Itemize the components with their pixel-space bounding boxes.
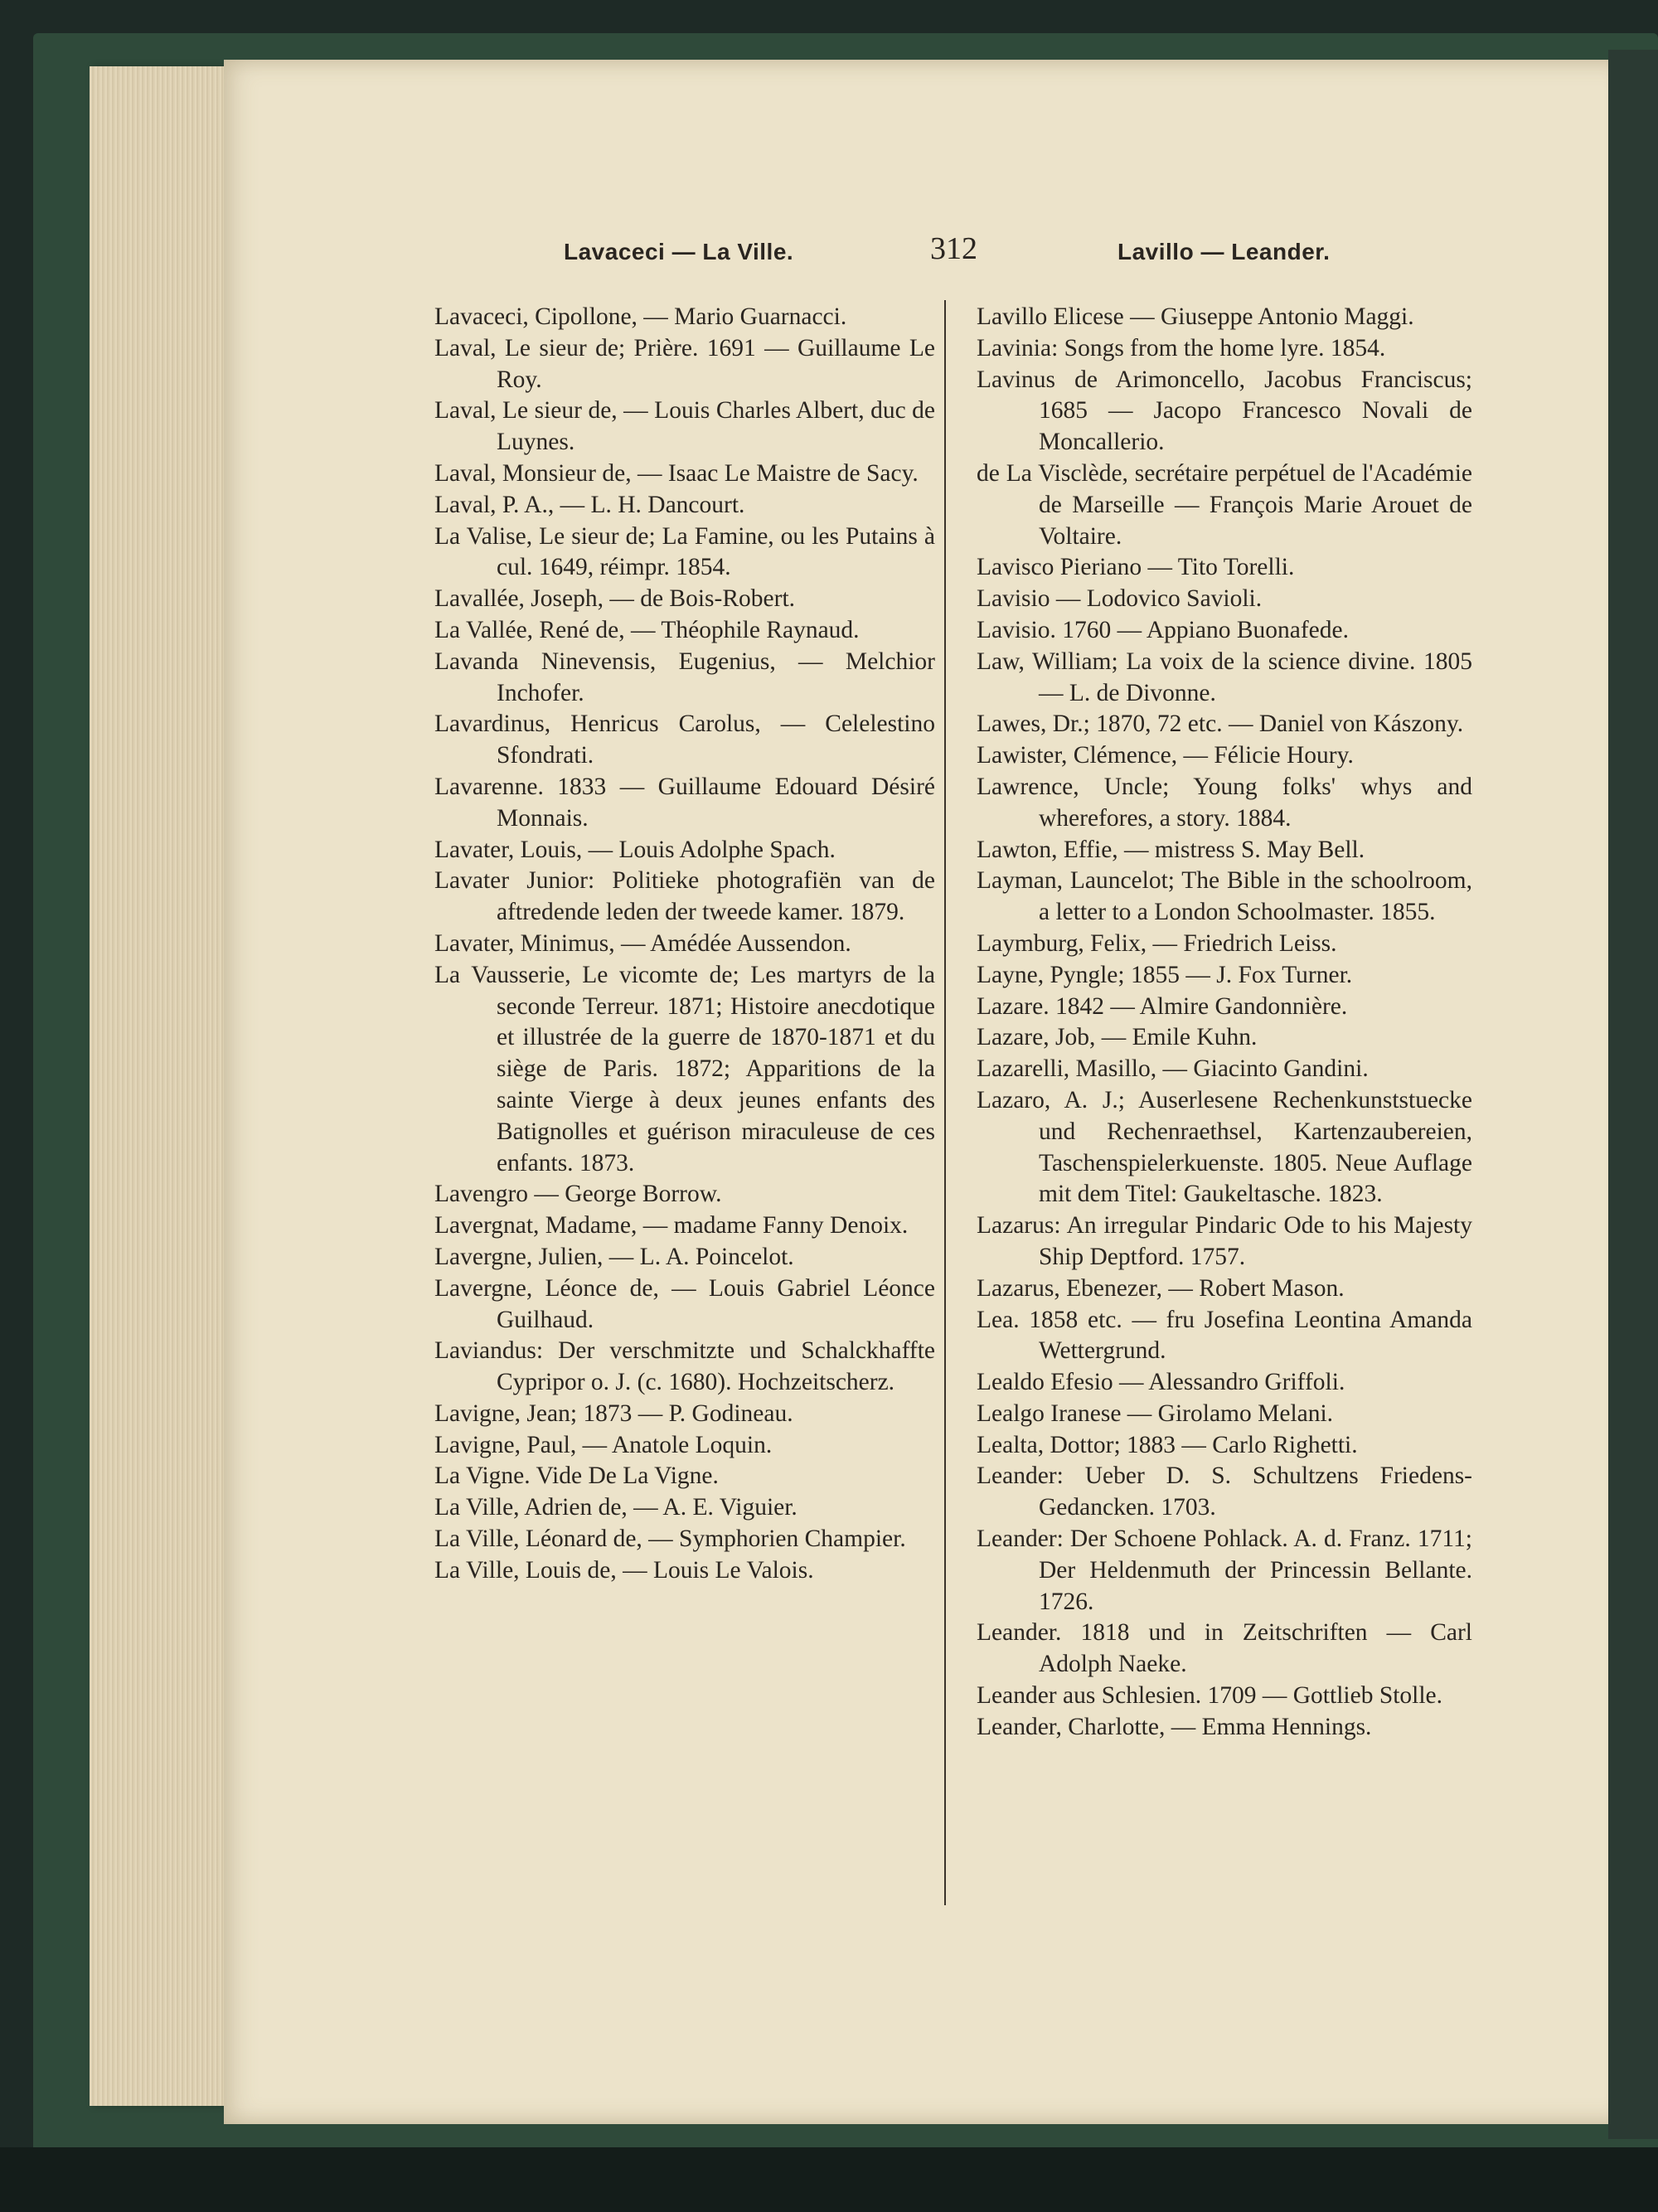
index-entry: Lazaro, A. J.; Auserlesene Rechenkunststuecke und Rechenraethsel, Kartenzaubereien, Taschenspielerkuenste. 1805. Neue Auflage mit dem Titel: Gaukeltasche. 1823. <box>977 1086 1472 1208</box>
column-divider <box>944 300 946 1905</box>
index-entry: Layne, Pyngle; 1855 — J. Fox Turner. <box>977 961 1353 988</box>
index-entry: Lavergne, Léonce de, — Louis Gabriel Léonce Guilhaud. <box>434 1274 935 1333</box>
index-entry: Lavarenne. 1833 — Guillaume Edouard Désiré Monnais. <box>434 773 935 832</box>
page-edges <box>90 66 230 2106</box>
index-entry: Lavater Junior: Politieke photografiën van de aftredende leden der tweede kamer. 1879. <box>434 867 935 926</box>
index-entry: Lavisco Pieriano — Tito Torelli. <box>977 554 1295 581</box>
index-entry: La Vigne. Vide De La Vigne. <box>434 1463 719 1490</box>
index-entry: Lavater, Minimus, — Amédée Aussendon. <box>434 929 851 957</box>
index-entry: de La Visclède, secrétaire perpétuel de l'Académie de Marseille — François Marie Arouet de Voltaire. <box>977 459 1472 550</box>
index-entry: Leander: Der Schoene Pohlack. A. d. Franz. 1711; Der Heldenmuth der Princessin Bellante. 1726. <box>977 1526 1472 1615</box>
index-entry: Lavergne, Julien, — L. A. Poincelot. <box>434 1243 794 1270</box>
index-entry: Lavater, Louis, — Louis Adolphe Spach. <box>434 836 836 863</box>
index-entry: Lavergnat, Madame, — madame Fanny Denoix. <box>434 1212 909 1239</box>
index-entry: Laviandus: Der verschmitzte und Schalckhaffte Cypripor o. J. (c. 1680). Hochzeitscherz. <box>434 1337 935 1396</box>
index-entry: La Ville, Léonard de, — Symphorien Champier. <box>434 1526 906 1553</box>
index-entry: La Vallée, René de, — Théophile Raynaud. <box>434 616 860 643</box>
index-entry: Leander, Charlotte, — Emma Hennings. <box>977 1713 1372 1740</box>
bottom-background <box>0 2147 1658 2212</box>
index-entry: Lealta, Dottor; 1883 — Carlo Righetti. <box>977 1431 1358 1458</box>
index-entry: Laval, Monsieur de, — Isaac Le Maistre de Sacy. <box>434 459 919 487</box>
index-entry: Laval, Le sieur de; Prière. 1691 — Guillaume Le Roy. <box>434 334 935 393</box>
page-number: 312 <box>930 231 977 266</box>
index-entry: Lealgo Iranese — Girolamo Melani. <box>977 1399 1334 1427</box>
index-entry: Lavardinus, Henricus Carolus, — Celelestino Sfondrati. <box>434 711 935 769</box>
index-entry: Lavisio — Lodovico Savioli. <box>977 585 1263 613</box>
index-entry: Lavisio. 1760 — Appiano Buonafede. <box>977 616 1349 643</box>
index-entry: Layman, Launcelot; The Bible in the schoolroom, a letter to a London Schoolmaster. 1855. <box>977 867 1472 926</box>
index-entry: Lazare, Job, — Emile Kuhn. <box>977 1024 1258 1051</box>
index-entry: Lavillo Elicese — Giuseppe Antonio Maggi. <box>977 303 1414 330</box>
index-entry: Laymburg, Felix, — Friedrich Leiss. <box>977 929 1337 957</box>
index-entry: Lavanda Ninevensis, Eugenius, — Melchior Inchofer. <box>434 648 935 706</box>
index-entry: Lavengro — George Borrow. <box>434 1181 722 1208</box>
index-entry: Lealdo Efesio — Alessandro Griffoli. <box>977 1369 1345 1396</box>
index-entry: La Valise, Le sieur de; La Famine, ou les Putains à cul. 1649, réimpr. 1854. <box>434 522 935 581</box>
index-entry: Lawrence, Uncle; Young folks' whys and wherefores, a story. 1884. <box>977 773 1472 832</box>
index-entry: Law, William; La voix de la science divine. 1805 — L. de Divonne. <box>977 648 1472 706</box>
index-entry: Lazare. 1842 — Almire Gandonnière. <box>977 992 1348 1020</box>
right-margin-background <box>1608 50 1658 2139</box>
index-entry: Lawton, Effie, — mistress S. May Bell. <box>977 836 1365 863</box>
index-entry: La Ville, Adrien de, — A. E. Viguier. <box>434 1494 797 1521</box>
index-entry: Lavaceci, Cipollone, — Mario Guarnacci. <box>434 303 847 330</box>
right-column <box>977 302 1472 1744</box>
index-entry: Lavallée, Joseph, — de Bois-Robert. <box>434 585 796 613</box>
index-entry: Leander aus Schlesien. 1709 — Gottlieb Stolle. <box>977 1682 1443 1710</box>
running-head-right: Lavillo — Leander. <box>1117 239 1331 264</box>
index-entry: Lazarus: An irregular Pindaric Ode to his Majesty Ship Deptford. 1757. <box>977 1212 1472 1270</box>
index-entry: Lavigne, Paul, — Anatole Loquin. <box>434 1431 773 1458</box>
index-entry: Lazarelli, Masillo, — Giacinto Gandini. <box>977 1055 1369 1083</box>
index-entry: Lawister, Clémence, — Félicie Houry. <box>977 742 1354 769</box>
index-entry: Leander. 1818 und in Zeitschriften — Carl Adolph Naeke. <box>977 1619 1472 1678</box>
running-head-left: Lavaceci — La Ville. <box>564 239 794 264</box>
index-entry: Lavinus de Arimoncello, Jacobus Franciscus; 1685 — Jacopo Francesco Novali de Moncallerio. <box>977 366 1472 456</box>
index-entry: Lavigne, Jean; 1873 — P. Godineau. <box>434 1399 793 1427</box>
index-entry: Lea. 1858 etc. — fru Josefina Leontina Amanda Wettergrund. <box>977 1306 1472 1365</box>
index-entry: Laval, P. A., — L. H. Dancourt. <box>434 491 745 518</box>
index-entry: La Vausserie, Le vicomte de; Les martyrs de la seconde Terreur. 1871; Histoire anecdotique et illustrée de la guerre de 1870-1871 et du siège de Paris. 1872; Apparitions de la sainte Vierge à deux jeunes enfants des Batignolles et guérison miraculeuse de ces enfants. 1873. <box>434 961 935 1176</box>
index-entry: Lavinia: Songs from the home lyre. 1854. <box>977 334 1386 361</box>
index-entry: Laval, Le sieur de, — Louis Charles Albert, duc de Luynes. <box>434 397 935 456</box>
index-entry: Lazarus, Ebenezer, — Robert Mason. <box>977 1274 1345 1302</box>
left-column <box>434 302 935 1587</box>
index-entry: La Ville, Louis de, — Louis Le Valois. <box>434 1556 814 1584</box>
index-entry: Leander: Ueber D. S. Schultzens Friedens-Gedancken. 1703. <box>977 1463 1472 1521</box>
index-entry: Lawes, Dr.; 1870, 72 etc. — Daniel von Kászony. <box>977 711 1464 738</box>
